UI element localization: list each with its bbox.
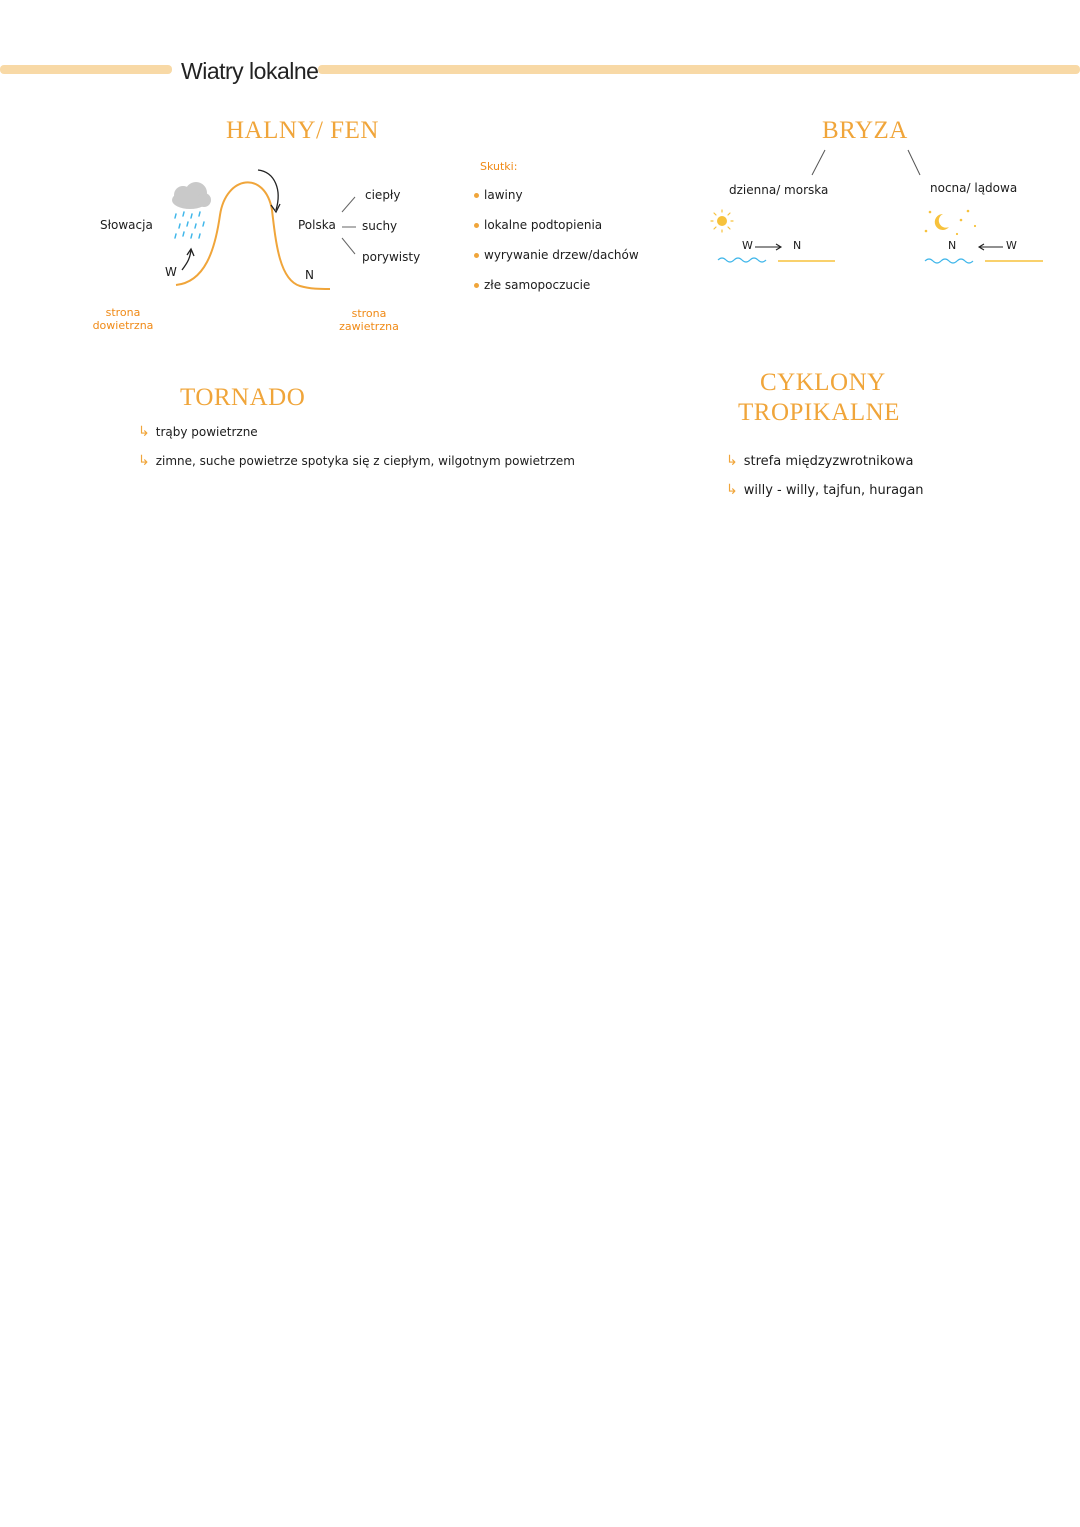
return-arrow-icon: ↳ [726, 453, 738, 469]
bryza-night-from: W [1006, 239, 1017, 252]
bullet-icon [474, 223, 479, 228]
halny-n-label: N [305, 268, 314, 282]
bryza-day-label: dzienna/ morska [729, 183, 829, 197]
bullet-icon [474, 283, 479, 288]
bryza-day-from: W [742, 239, 753, 252]
halny-w-label: W [165, 265, 177, 279]
cyklony-item: ↳ willy - willy, tajfun, huragan [726, 482, 924, 498]
halny-heading: HALNY/ FEN [226, 117, 379, 144]
halny-trait-gusty: porywisty [362, 250, 421, 264]
day-breeze-arrow-icon [755, 244, 781, 250]
halny-left-country: Słowacja [100, 218, 153, 232]
bryza-branches [812, 150, 920, 175]
bullet-icon [474, 193, 479, 198]
bryza-day-to: N [793, 239, 802, 252]
effects-item: złe samopoczucie [474, 278, 590, 292]
cyklony-item: ↳ strefa międzyzwrotnikowa [726, 453, 914, 469]
return-arrow-icon: ↳ [138, 453, 150, 469]
rising-air-arrow-icon [182, 249, 194, 270]
halny-windward-side: strona dowietrzna [92, 306, 154, 332]
page-title: Wiatry lokalne [181, 58, 319, 84]
rain-cloud-icon [172, 182, 211, 238]
halny-leeward-side: strona zawietrzna [339, 307, 399, 333]
return-arrow-icon: ↳ [138, 424, 150, 440]
bryza-night-label: nocna/ lądowa [930, 181, 1018, 195]
tornado-item: ↳ trąby powietrzne [138, 424, 258, 440]
moon-icon [925, 210, 976, 235]
effects-item: wyrywanie drzew/dachów [474, 248, 639, 262]
halny-trait-dry: suchy [362, 219, 398, 233]
return-arrow-icon: ↳ [726, 482, 738, 498]
effects-item: lawiny [474, 188, 523, 202]
bullet-icon [474, 253, 479, 258]
halny-trait-warm: ciepły [365, 188, 401, 202]
night-breeze-arrow-icon [979, 244, 1003, 250]
cyklony-heading: CYKLONY TROPIKALNE [738, 369, 900, 426]
effects-item: lokalne podtopienia [474, 218, 602, 232]
sun-icon [711, 210, 733, 232]
polska-branches [342, 197, 356, 254]
bryza-heading: BRYZA [822, 117, 908, 144]
bryza-night-to: N [948, 239, 957, 252]
night-sea-waves [925, 259, 973, 263]
tornado-item: ↳ zimne, suche powietrze spotyka się z ciepłym, wilgotnym powietrzem [138, 453, 575, 469]
tornado-heading: TORNADO [180, 384, 306, 411]
descending-air-arrow-icon [258, 170, 280, 212]
effects-title: Skutki: [480, 160, 518, 173]
day-sea-waves [718, 258, 766, 262]
halny-right-country: Polska [298, 218, 336, 232]
